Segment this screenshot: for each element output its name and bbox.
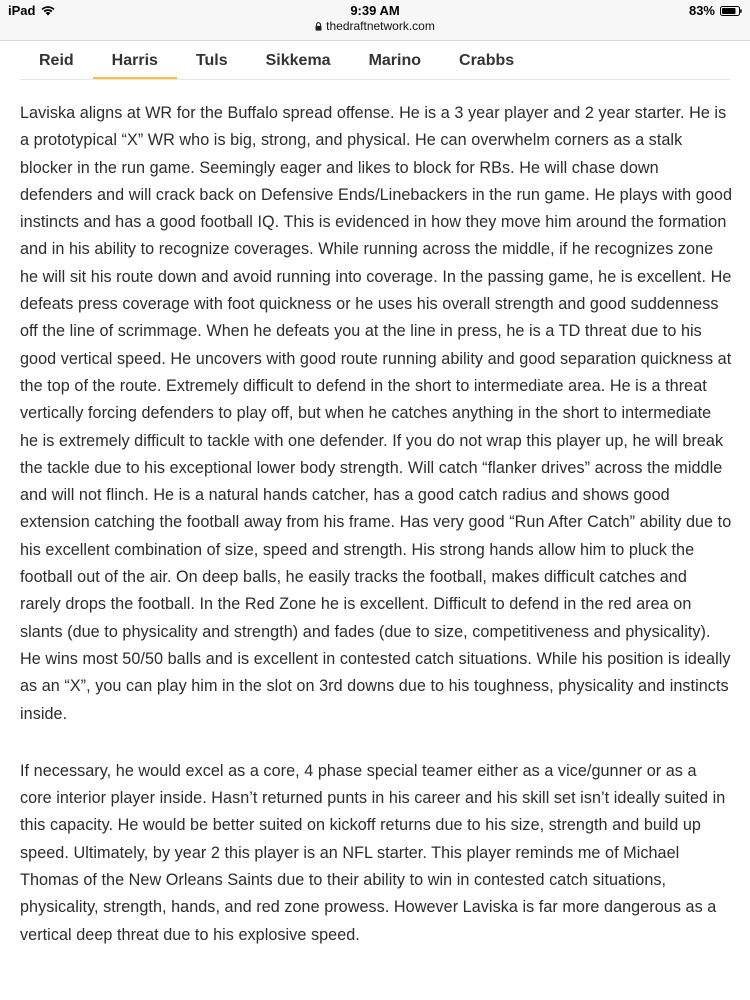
clock: 9:39 AM	[350, 3, 400, 18]
battery-indicator	[689, 3, 742, 18]
tab-reid[interactable]: Reid	[39, 52, 74, 69]
tab-harris[interactable]: Harris	[93, 41, 177, 79]
scouting-report	[20, 100, 732, 979]
tab-tuls[interactable]: Tuls	[195, 52, 228, 69]
tab-sikkema[interactable]: Sikkema	[265, 52, 331, 69]
tab-crabbs[interactable]: Crabbs	[459, 52, 515, 69]
device-name: iPad	[8, 3, 36, 18]
battery-icon	[720, 6, 742, 16]
lock-icon	[315, 22, 322, 31]
report-paragraph-2: If necessary, he would excel as a core, 4 phase special teamer either as a vice/gunner or as a core interior player inside. Hasn’t returned punts in his career and his skill set isn’t ideally suited in this capacity. He would be better suited on kickoff returns due to his size, strength and build up speed. Ultimately, by year 2 this player is an NFL starter. This player reminds me of Michael Thomas of the New Orleans Saints due to their ability to win in contested catch situations, physicality, strength, hands, and red zone prowess. However Laviska is far more dangerous as a vertical deep threat due to his explosive speed.	[20, 761, 726, 944]
status-bar	[0, 0, 750, 41]
url-text: thedraftnetwork.com	[326, 19, 435, 33]
tab-marino[interactable]: Marino	[368, 52, 422, 69]
battery-percent: 83%	[688, 3, 715, 18]
player-tabs	[20, 41, 730, 80]
report-paragraph-1: Laviska aligns at WR for the Buffalo spread offense. He is a 3 year player and 2 year starter. He is a prototypical “X” WR who is big, strong, and physical. He can overwhelm corners as a stalk blocker in the run game. Seemingly eager and likes to block for RBs. He will chase down defenders and will crack back on Defensive Ends/Linebackers in the run game. He plays with good instincts and has a good football IQ. This is evidenced in how they move him around the formation and in his ability to recognize coverages. While running across the middle, if he recognizes zone he will sit his route down and avoid running into coverage. In the passing game, he is excellent. He defeats press coverage with foot quickness or he uses his overall strength and good suddenness off the line of scrimmage. When he defeats you at the line in press, he is a TD threat due to his good vertical speed. He uncovers with good route running ability and good separation quickness at the top of the route. Extremely difficult to defend in the short to intermediate area. He is a threat vertically forcing defenders to play off, but when he catches anything in the short to intermediate he is extremely difficult to tackle with one defender. If you do not wrap this player up, he will break the tackle due to his exceptional lower body strength. Will catch “flanker drives” across the middle and will not flinch. He is a natural hands catcher, has a good catch radius and shows good extension catching the football away from his frame. Has very good “Run After Catch” ability due to his excellent combination of size, speed and strength. His strong hands allow him to pluck the football out of the air. On deep balls, he easily tracks the football, makes difficult catches and rarely drops the football. In the Red Zone he is excellent. Difficult to defend in the red area on slants (due to physicality and strength) and fades (due to size, competitiveness and physicality). He wins most 50/50 balls and is excellent in contested catch situations. While his position is ideally as an “X”, you can play him in the slot on 3rd downs due to his toughness, physicality and instincts inside.	[20, 104, 732, 723]
address-bar[interactable]	[0, 19, 750, 33]
